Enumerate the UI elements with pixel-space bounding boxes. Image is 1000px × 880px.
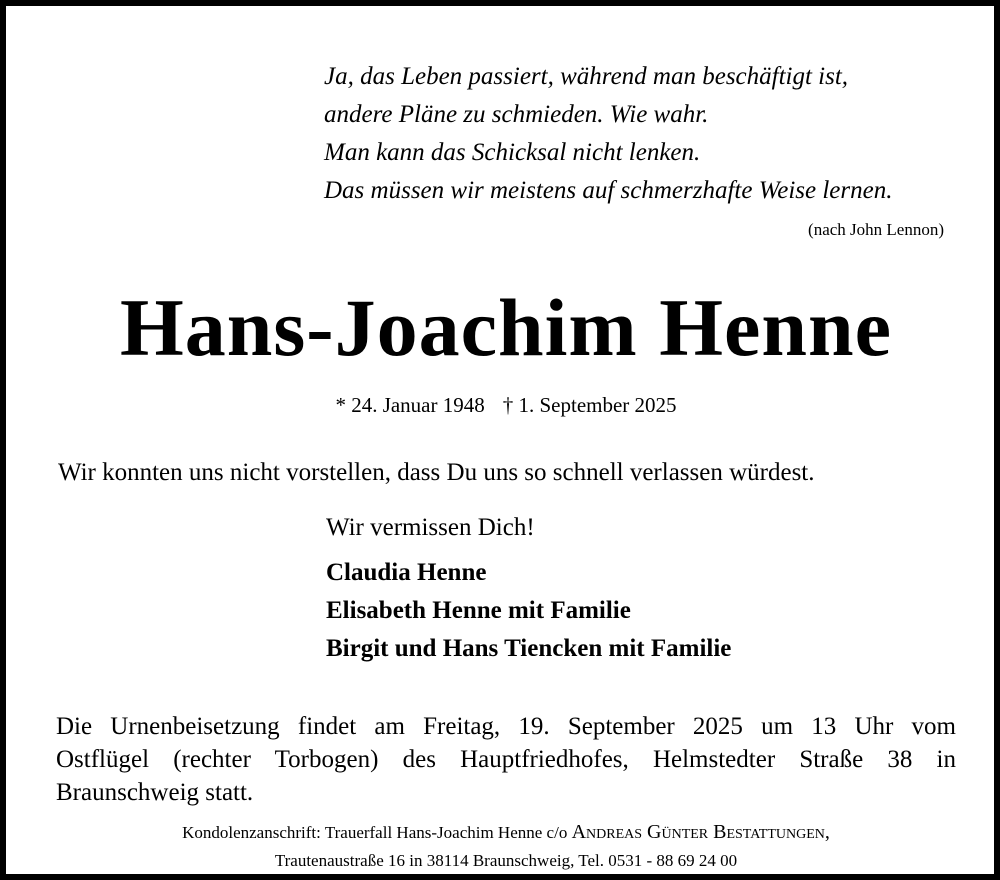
condolence-line	[6, 818, 1000, 847]
miss-text: Wir vermissen Dich!	[326, 514, 535, 541]
funeral-details	[56, 710, 956, 809]
funeral-line: Ostflügel (rechter Torbogen) des Hauptfriedhofes, Helmstedter Straße 38 in	[56, 746, 956, 773]
condolence-address	[6, 818, 1000, 875]
funeral-home-name: Andreas Günter Bestattungen,	[571, 821, 830, 843]
farewell-text: Wir konnten uns nicht vorstellen, dass Du uns so schnell verlassen würdest.	[58, 459, 815, 486]
death-date: † 1. September 2025	[502, 393, 677, 417]
mourner-name: Claudia Henne	[326, 559, 487, 586]
condolence-street: Trautenaustraße 16 in 38114 Braunschweig, Tel. 0531 - 88 69 24 00	[274, 851, 738, 870]
mourners-list	[326, 554, 731, 668]
deceased-name: Hans-Joachim Henne	[120, 282, 892, 373]
poem-line: andere Pläne zu schmieden. Wie wahr.	[324, 101, 709, 128]
mourner-name: Elisabeth Henne mit Familie	[326, 597, 631, 624]
mourner-name: Birgit und Hans Tiencken mit Familie	[326, 635, 732, 662]
condolence-prefix: Kondolenzanschrift: Trauerfall Hans-Joachim Henne c/o	[182, 823, 568, 842]
funeral-line: Braunschweig statt.	[56, 779, 254, 806]
poem-line: Ja, das Leben passiert, während man beschäftigt ist,	[324, 63, 849, 90]
birth-date: * 24. Januar 1948	[335, 393, 485, 417]
poem-quote	[324, 58, 892, 210]
life-dates	[6, 393, 1000, 418]
funeral-line: Die Urnenbeisetzung findet am Freitag, 19. September 2025 um 13 Uhr vom	[56, 713, 956, 740]
poem-line: Man kann das Schicksal nicht lenken.	[324, 139, 701, 166]
poem-attribution: (nach John Lennon)	[808, 220, 944, 239]
poem-line: Das müssen wir meistens auf schmerzhafte Weise lernen.	[324, 177, 893, 204]
